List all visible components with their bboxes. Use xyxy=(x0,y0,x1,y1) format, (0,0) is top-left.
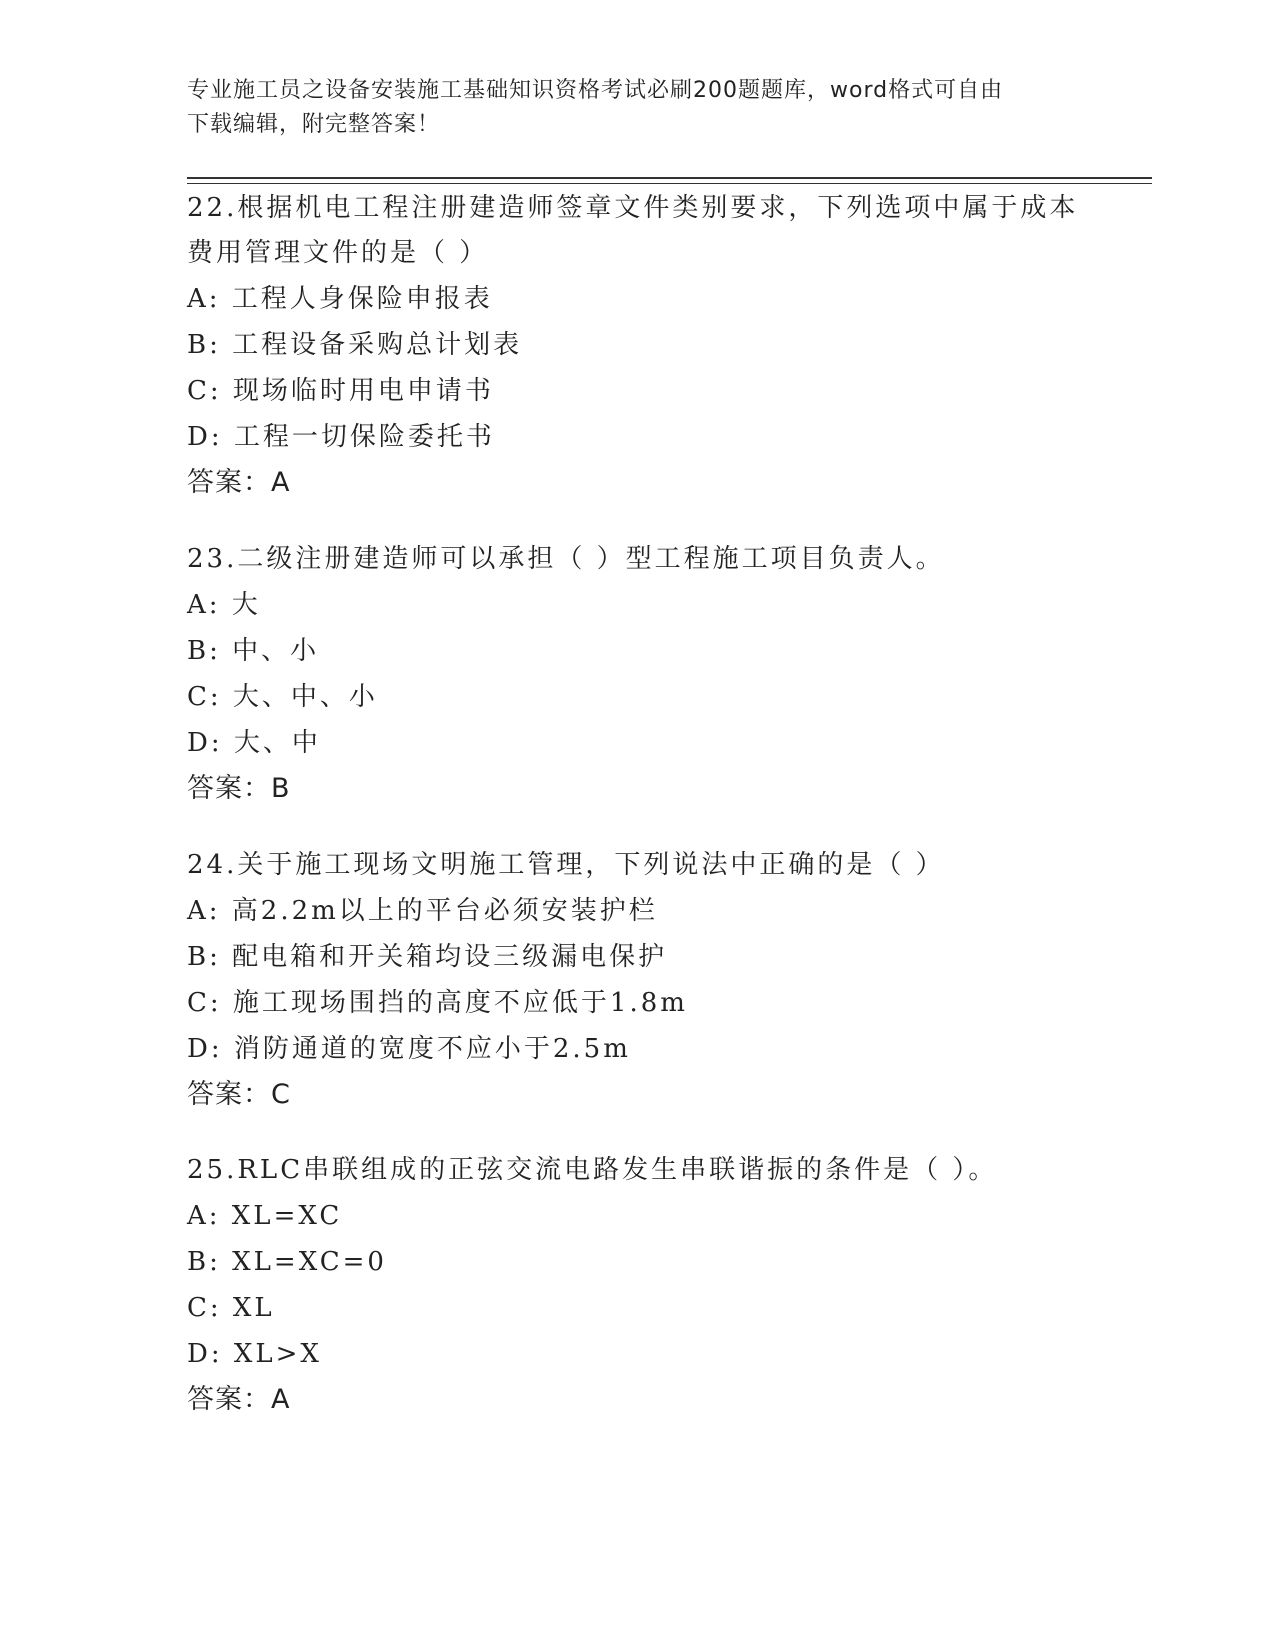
option-d: D: 工程一切保险委托书 xyxy=(187,422,495,452)
option-c: C: 施工现场围挡的高度不应低于1.8m xyxy=(187,988,688,1018)
question-24 xyxy=(187,843,1087,1118)
option-b: B: XL=XC=0 xyxy=(187,1247,387,1277)
question-text-line: 23.二级注册建造师可以承担（ ）型工程施工项目负责人。 xyxy=(187,544,945,574)
question-23 xyxy=(187,537,1087,812)
option-d: D: 大、中 xyxy=(187,728,321,758)
option-a: A: 工程人身保险申报表 xyxy=(187,284,493,314)
answer-text: 答案：A xyxy=(187,1384,291,1415)
header-divider-thin xyxy=(187,183,1152,184)
header-divider-thick xyxy=(187,177,1152,179)
option-d: D: 消防通道的宽度不应小于2.5m xyxy=(187,1034,631,1064)
question-text-line: 22.根据机电工程注册建造师签章文件类别要求，下列选项中属于成本 xyxy=(187,193,1079,223)
question-text-line: 费用管理文件的是（ ） xyxy=(187,238,489,268)
answer-text: 答案：B xyxy=(187,773,291,804)
header-line-1: 专业施工员之设备安装施工基础知识资格考试必刷200题题库，word格式可自由 xyxy=(187,78,1004,103)
question-25 xyxy=(187,1148,1087,1423)
option-b: B: 中、小 xyxy=(187,636,320,666)
option-c: C: 现场临时用电申请书 xyxy=(187,376,494,406)
option-b: B: 工程设备采购总计划表 xyxy=(187,330,523,360)
option-a: A: XL=XC xyxy=(187,1201,343,1231)
question-text-line: 24.关于施工现场文明施工管理，下列说法中正确的是（ ） xyxy=(187,850,945,880)
answer-text: 答案：C xyxy=(187,1079,291,1110)
question-text-line: 25.RLC串联组成的正弦交流电路发生串联谐振的条件是（ ）。 xyxy=(187,1155,998,1185)
document-header xyxy=(187,74,1067,142)
header-line-2: 下载编辑，附完整答案！ xyxy=(187,112,441,137)
option-a: A: 大 xyxy=(187,590,261,620)
option-b: B: 配电箱和开关箱均设三级漏电保护 xyxy=(187,942,668,972)
answer-text: 答案：A xyxy=(187,467,291,498)
option-d: D: XL>X xyxy=(187,1339,322,1369)
question-22 xyxy=(187,186,1087,506)
option-c: C: XL xyxy=(187,1293,275,1323)
option-c: C: 大、中、小 xyxy=(187,682,378,712)
option-a: A: 高2.2m以上的平台必须安装护栏 xyxy=(187,896,658,926)
